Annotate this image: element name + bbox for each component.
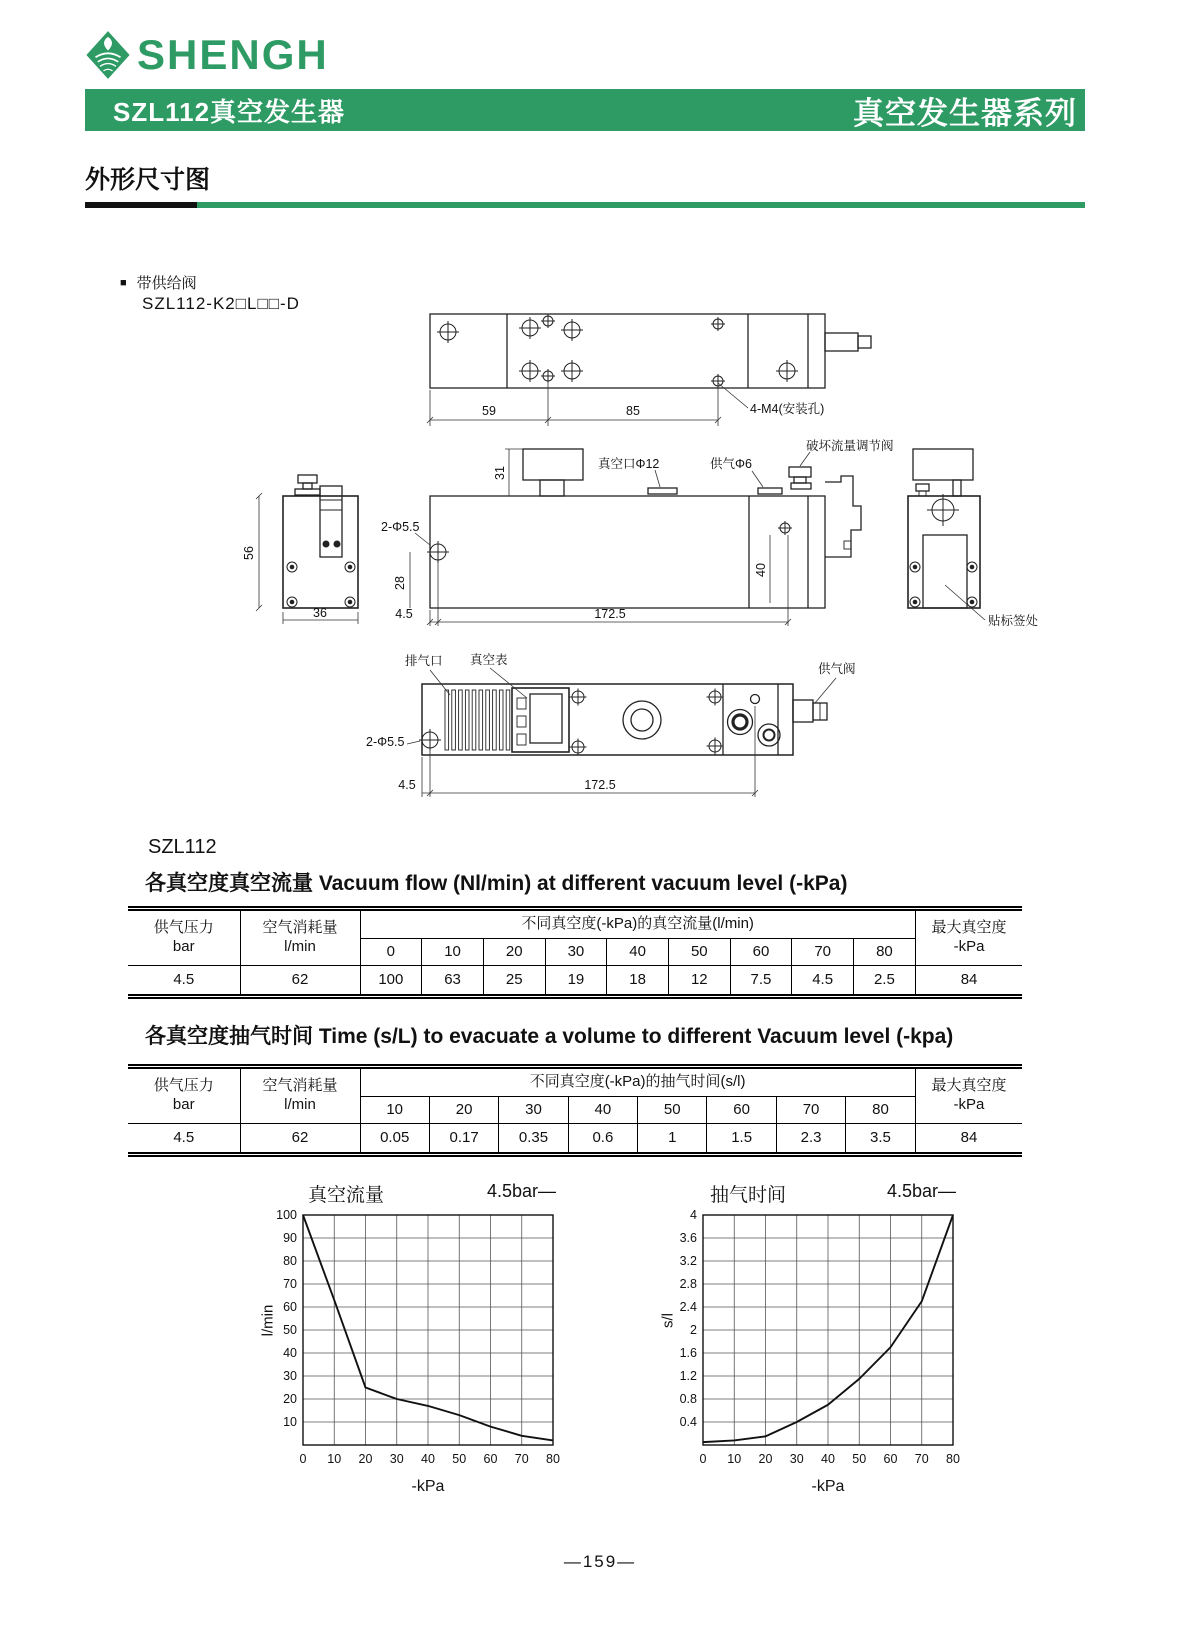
col-span-header: 不同真空度(-kPa)的真空流量(l/min) [360, 909, 915, 939]
cell: 100 [360, 966, 422, 997]
y-tick-label: 4 [690, 1209, 697, 1222]
dim-28: 28 [393, 576, 407, 590]
cell: 19 [545, 966, 607, 997]
y-tick-label: 1.6 [679, 1346, 697, 1360]
x-tick-label: 0 [299, 1452, 307, 1466]
cell: 4.5 [128, 966, 240, 997]
y-tick-label: 2.8 [679, 1277, 697, 1291]
y-tick-label: 60 [283, 1300, 297, 1314]
chart1-legend: 4.5bar— [486, 1181, 556, 1201]
cell: 60 [707, 1097, 776, 1124]
cell: 1 [638, 1124, 707, 1155]
chart2-legend: 4.5bar— [886, 1181, 956, 1201]
col-supply-pressure: 供气压力 bar [153, 1077, 214, 1113]
dim-45-b: 4.5 [398, 778, 416, 792]
cell: 50 [638, 1097, 707, 1124]
y-tick-label: 2 [690, 1323, 697, 1337]
label-area-label: 贴标签处 [988, 614, 1039, 628]
evacuation-time-chart [661, 1209, 965, 1495]
x-tick-label: 10 [327, 1452, 342, 1466]
chart2-xlabel: -kPa [811, 1478, 845, 1495]
cell: 2.3 [776, 1124, 845, 1155]
x-tick-label: 10 [727, 1452, 742, 1466]
cell: 70 [776, 1097, 845, 1124]
cell: 4.5 [128, 1124, 240, 1155]
col-supply-pressure: 供气压力 bar [153, 919, 214, 955]
vacuum-port-label: 真空口Φ12 [598, 457, 660, 471]
dim-31: 31 [493, 466, 507, 480]
dim-1725: 172.5 [594, 607, 626, 621]
evacuation-time-table [128, 1064, 1022, 1157]
x-tick-label: 0 [699, 1452, 707, 1466]
y-tick-label: 3.6 [679, 1231, 697, 1245]
cell: 3.5 [846, 1124, 915, 1155]
col-max-vacuum: 最大真空度 -kPa [915, 909, 1022, 966]
product-title: SZL112真空发生器 [113, 96, 346, 127]
cell: 7.5 [730, 966, 792, 997]
mount-holes-label: 4-M4(安装孔) [750, 402, 825, 416]
cell: 20 [429, 1097, 498, 1124]
cell: 40 [607, 939, 669, 966]
section-rule-black [85, 202, 197, 208]
x-tick-label: 70 [914, 1452, 929, 1466]
y-tick-label: 0.4 [679, 1415, 697, 1429]
cell: 1.5 [707, 1124, 776, 1155]
y-tick-label: 70 [283, 1277, 297, 1291]
cell: 0 [360, 939, 422, 966]
x-tick-label: 70 [514, 1452, 529, 1466]
exhaust-label: 排气口 [405, 654, 443, 668]
chart1-ylabel: l/min [259, 1304, 277, 1337]
dimension-drawings [0, 250, 1200, 810]
x-tick-label: 20 [758, 1452, 773, 1466]
left-end-dimensions [256, 493, 358, 624]
col-max-vacuum: 最大真空度 -kPa [915, 1067, 1022, 1124]
y-tick-label: 3.2 [679, 1254, 697, 1268]
cell: 70 [792, 939, 854, 966]
y-tick-label: 50 [283, 1323, 297, 1337]
vacuum-flow-table [128, 906, 1022, 999]
x-tick-label: 60 [483, 1452, 498, 1466]
table2-title: 各真空度抽气时间 Time (s/L) to evacuate a volume to different Vacuum level (-kpa) [145, 1025, 954, 1048]
model-code: SZL112-K2□L□□-D [142, 294, 300, 313]
cell: 20 [483, 939, 545, 966]
y-tick-label: 20 [283, 1392, 297, 1406]
x-tick-label: 30 [389, 1452, 404, 1466]
col-air-consumption: 空气消耗量 l/min [240, 909, 360, 966]
col-span-header: 不同真空度(-kPa)的抽气时间(s/l) [360, 1067, 915, 1097]
x-tick-label: 80 [946, 1452, 960, 1466]
supply-port-label: 供气Φ6 [710, 457, 752, 471]
y-tick-label: 90 [283, 1231, 297, 1245]
y-tick-label: 100 [276, 1209, 297, 1222]
cell: 18 [607, 966, 669, 997]
y-tick-label: 30 [283, 1369, 297, 1383]
cell: 62 [240, 966, 360, 997]
dim-45: 4.5 [395, 607, 413, 621]
series-title: 真空发生器系列 [853, 95, 1077, 131]
brand-diamond-icon [85, 30, 131, 80]
dim-36: 36 [313, 606, 327, 620]
cell: 0.05 [360, 1124, 429, 1155]
break-valve-label: 破坏流量调节阀 [806, 439, 894, 453]
x-tick-label: 50 [452, 1452, 467, 1466]
chart1-title: 真空流量 [308, 1185, 385, 1206]
cell: 60 [730, 939, 792, 966]
cell: 10 [360, 1097, 429, 1124]
cell: 10 [422, 939, 484, 966]
dim-56: 56 [242, 546, 256, 560]
top-view-holes [437, 314, 798, 388]
section-title: 外形尺寸图 [85, 166, 211, 194]
bottom-view-dimensions [407, 668, 836, 797]
cell: 0.35 [499, 1124, 568, 1155]
cell: 12 [668, 966, 730, 997]
dim-2phi55: 2-Φ5.5 [381, 520, 420, 534]
cell: 80 [854, 939, 916, 966]
dim-2phi55-b: 2-Φ5.5 [366, 735, 405, 749]
cell: 2.5 [854, 966, 916, 997]
cell: 0.17 [429, 1124, 498, 1155]
chart2-ylabel: s/l [659, 1313, 677, 1328]
vacuum-flow-chart [261, 1209, 565, 1495]
cell: 4.5 [792, 966, 854, 997]
y-tick-label: 2.4 [679, 1300, 697, 1314]
model-label: SZL112 [148, 836, 217, 858]
page-number: —159— [563, 1552, 637, 1571]
supply-valve-label: 供气阀 [818, 662, 856, 676]
y-tick-label: 1.2 [679, 1369, 697, 1383]
left-end-view [283, 475, 358, 608]
y-tick-label: 0.8 [679, 1392, 697, 1406]
cell: 25 [483, 966, 545, 997]
cell: 62 [240, 1124, 360, 1155]
label-area-leader [945, 585, 985, 620]
cell: 30 [545, 939, 607, 966]
chart1-xlabel: -kPa [411, 1478, 445, 1495]
cell: 63 [422, 966, 484, 997]
top-view-outline [430, 314, 871, 388]
table1-title: 各真空度真空流量 Vacuum flow (Nl/min) at different vacuum level (-kPa) [145, 872, 848, 895]
table2-data-row [128, 1124, 1022, 1155]
side-view-dimensions [410, 449, 810, 626]
brand-name: SHENGH [137, 31, 329, 78]
cell: 40 [568, 1097, 637, 1124]
x-tick-label: 40 [421, 1452, 435, 1466]
chart2-title: 抽气时间 [710, 1185, 787, 1206]
x-tick-label: 20 [358, 1452, 373, 1466]
x-tick-label: 60 [883, 1452, 898, 1466]
bullet-square-icon: ■ [120, 277, 127, 289]
dim-85: 85 [626, 404, 640, 418]
col-air-consumption: 空气消耗量 l/min [240, 1067, 360, 1124]
cell: 84 [915, 1124, 1022, 1155]
y-tick-label: 40 [283, 1346, 297, 1360]
cell: 0.6 [568, 1124, 637, 1155]
dim-1725-b: 172.5 [584, 778, 616, 792]
dim-40: 40 [754, 563, 768, 577]
cell: 84 [915, 966, 1022, 997]
y-tick-label: 10 [283, 1415, 297, 1429]
cell: 30 [499, 1097, 568, 1124]
brand-logo [85, 30, 329, 80]
gauge-label: 真空表 [470, 653, 508, 667]
x-tick-label: 50 [852, 1452, 867, 1466]
table1-data-row [128, 966, 1022, 997]
bottom-view-outline [419, 684, 827, 756]
dim-59: 59 [482, 404, 496, 418]
y-tick-label: 80 [283, 1254, 297, 1268]
right-end-view [908, 449, 980, 608]
cell: 80 [846, 1097, 915, 1124]
section-rule-green [197, 202, 1085, 208]
x-tick-label: 30 [789, 1452, 804, 1466]
title-bar [85, 89, 1085, 131]
x-tick-label: 40 [821, 1452, 835, 1466]
variant-note-text: 带供给阀 [136, 275, 197, 292]
cell: 50 [668, 939, 730, 966]
x-tick-label: 80 [546, 1452, 560, 1466]
